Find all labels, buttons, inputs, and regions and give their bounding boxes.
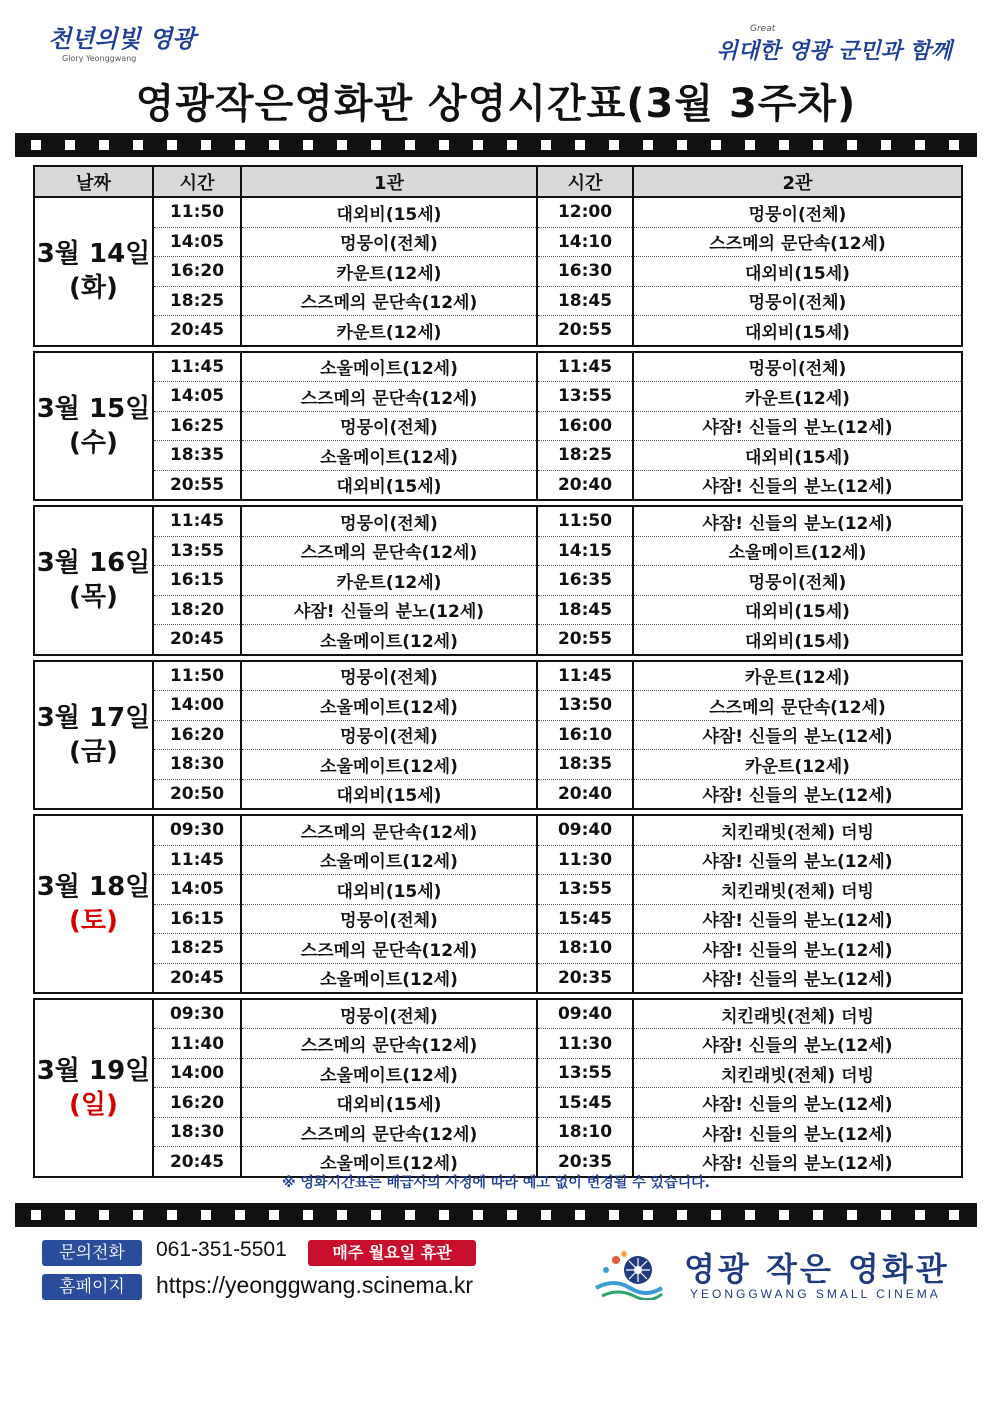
time-cell-hall2: 15:45 [537,904,633,934]
time-cell-hall2: 20:40 [537,779,633,809]
day-date: 3월 18일 [36,872,151,902]
time-cell-hall2: 11:45 [537,661,633,691]
movie-cell-hall1: 소울메이트(12세) [241,1058,537,1088]
phone-label: 문의전화 [42,1240,142,1266]
day-weekday: (수) [69,427,118,458]
time-cell-hall2: 20:55 [537,625,633,655]
time-cell-hall1: 16:15 [153,566,241,596]
day-label [34,506,153,655]
movie-cell-hall1: 소울메이트(12세) [320,970,458,991]
time-cell-hall1: 16:20 [153,257,241,287]
movie-cell-hall1: 대외비(15세) [241,1088,537,1118]
movie-cell-hall1: 멍뭉이(전체) [241,904,537,934]
time-cell-hall2: 11:50 [537,506,633,536]
left-logo [48,24,208,72]
time-cell-hall1: 20:45 [153,625,241,655]
page-title: 영광작은영화관 상영시간표(3월 3주차) [135,81,857,127]
time-cell-hall2: 18:10 [537,934,633,964]
day-date: 3월 19일 [36,1055,151,1086]
movie-cell-hall1: 멍뭉이(전체) [241,661,537,691]
time-cell-hall1: 20:55 [153,470,241,500]
time-cell-hall2: 16:35 [537,566,633,596]
film-strip-top [15,133,977,157]
time-cell-hall1: 18:35 [153,441,241,471]
time-cell-hall1: 14:05 [153,382,241,412]
movie-cell-hall1: 스즈메의 문단속(12세) [241,382,537,412]
movie-cell-hall2: 멍뭉이(전체) [633,197,962,227]
movie-cell-hall1: 스즈메의 문단속(12세) [241,1117,537,1147]
day-date: 3월 17일 [36,702,151,733]
movie-cell-hall2: 스즈메의 문단속(12세) [633,691,962,721]
movie-cell-hall1: 스즈메의 문단속(12세) [241,815,537,845]
day-label [34,815,153,993]
movie-cell-hall2: 샤잠! 신들의 분노(12세) [633,845,962,875]
table-row [34,352,962,382]
day-date: 3월 14일 [36,239,151,270]
time-cell-hall2: 18:45 [537,595,633,625]
time-cell-hall2: 18:10 [537,1117,633,1147]
header-hall1: 1관 [241,166,537,197]
table-row [34,411,962,441]
time-cell-hall1: 11:45 [153,352,241,382]
brand-name: 영광 작은 영화관 [684,1250,950,1288]
cinema-logo-icon [594,1248,664,1300]
movie-cell-hall1: 소울메이트(12세) [241,845,537,875]
movie-cell-hall2: 스즈메의 문단속(12세) [633,227,962,257]
movie-cell-hall1: 소울메이트(12세) [241,750,537,780]
brand-sub: YEONGGWANG SMALL CINEMA [690,1287,941,1301]
left-logo-sub: Glory Yeonggwang [62,54,137,63]
time-cell-hall2: 09:40 [537,815,633,845]
header-time2: 시간 [537,166,633,197]
time-cell-hall1: 16:25 [153,411,241,441]
movie-cell-hall2: 샤잠! 신들의 분노(12세) [633,720,962,750]
day-weekday: (목) [69,582,118,613]
time-cell-hall1: 11:50 [153,197,241,227]
movie-cell-hall1: 소울메이트(12세) [241,691,537,721]
time-cell-hall2: 18:35 [537,750,633,780]
day-weekday: (일) [69,1089,118,1120]
schedule-header [33,165,963,198]
table-row [34,1058,962,1088]
table-row [34,845,962,875]
movie-cell-hall2: 치킨래빗(전체) 더빙 [633,875,962,905]
table-row [34,999,962,1029]
movie-cell-hall2: 샤잠! 신들의 분노(12세) [702,477,893,498]
movie-cell-hall2: 대외비(15세) [745,631,850,652]
time-cell-hall2: 20:55 [537,316,633,346]
time-cell-hall2: 18:25 [537,441,633,471]
table-row [34,875,962,905]
table-row [34,506,962,536]
movie-cell-hall1: 소울메이트(12세) [241,352,537,382]
time-cell-hall2: 11:30 [537,1029,633,1059]
table-row [34,661,962,691]
day-block [33,998,963,1178]
table-row [34,750,962,780]
table-row [34,595,962,625]
movie-cell-hall2: 대외비(15세) [745,322,850,343]
left-logo-text: 천년의빛 영광 [48,24,196,53]
table-row [34,625,962,655]
time-cell-hall2: 20:35 [537,963,633,993]
table-row [34,382,962,412]
time-cell-hall1: 20:45 [153,316,241,346]
day-block [33,196,963,347]
movie-cell-hall1: 대외비(15세) [336,786,442,807]
table-row [34,691,962,721]
table-row [34,470,962,500]
movie-cell-hall2: 멍뭉이(전체) [633,566,962,596]
day-date: 3월 16일 [36,548,151,579]
table-row [34,197,962,227]
day-block [33,351,963,502]
header-time1: 시간 [153,166,241,197]
day-block [33,660,963,811]
time-cell-hall1: 14:00 [153,691,241,721]
table-row [34,1088,962,1118]
time-cell-hall2: 20:40 [537,470,633,500]
time-cell-hall2: 16:00 [537,411,633,441]
time-cell-hall1: 18:25 [153,286,241,316]
movie-cell-hall2: 대외비(15세) [633,595,962,625]
movie-cell-hall1: 대외비(15세) [241,875,537,905]
closed-badge: 매주 월요일 휴관 [308,1240,476,1266]
time-cell-hall2: 14:10 [537,227,633,257]
movie-cell-hall1: 카운트(12세) [241,566,537,596]
movie-cell-hall2: 카운트(12세) [633,661,962,691]
day-weekday: (토) [69,906,118,936]
schedule-notice: ※ 영화시간표는 배급사의 사정에 따라 예고 없이 변경될 수 있습니다. [282,1175,710,1191]
movie-cell-hall1: 카운트(12세) [241,257,537,287]
header-date: 날짜 [34,166,153,197]
movie-cell-hall2: 샤잠! 신들의 분노(12세) [633,934,962,964]
movie-cell-hall1: 멍뭉이(전체) [241,411,537,441]
movie-cell-hall2: 멍뭉이(전체) [633,286,962,316]
time-cell-hall1: 18:20 [153,595,241,625]
homepage-link[interactable]: https://yeonggwang.scinema.kr [156,1272,474,1298]
header-hall2: 2관 [633,166,962,197]
table-row [34,286,962,316]
movie-cell-hall1: 대외비(15세) [336,477,442,498]
movie-cell-hall1: 소울메이트(12세) [241,441,537,471]
time-cell-hall1: 16:20 [153,1088,241,1118]
movie-cell-hall2: 카운트(12세) [633,382,962,412]
movie-cell-hall1: 멍뭉이(전체) [241,999,537,1029]
table-row [34,257,962,287]
time-cell-hall1: 11:40 [153,1029,241,1059]
time-cell-hall2: 12:00 [537,197,633,227]
day-weekday: (화) [69,273,118,304]
time-cell-hall2: 15:45 [537,1088,633,1118]
time-cell-hall1: 11:50 [153,661,241,691]
phone-number[interactable]: 061-351-5501 [156,1238,287,1261]
movie-cell-hall1: 멍뭉이(전체) [241,506,537,536]
right-logo-text: 위대한 영광 군민과 함께 [716,38,952,64]
movie-cell-hall2: 대외비(15세) [633,441,962,471]
time-cell-hall2: 09:40 [537,999,633,1029]
time-cell-hall1: 18:25 [153,934,241,964]
movie-cell-hall2: 샤잠! 신들의 분노(12세) [633,1117,962,1147]
table-row [34,963,962,993]
table-row [34,815,962,845]
movie-cell-hall2: 치킨래빗(전체) 더빙 [633,999,962,1029]
table-row [34,316,962,346]
movie-cell-hall2: 대외비(15세) [633,257,962,287]
movie-cell-hall2: 치킨래빗(전체) 더빙 [633,1058,962,1088]
movie-cell-hall1: 스즈메의 문단속(12세) [241,934,537,964]
time-cell-hall2: 16:30 [537,257,633,287]
time-cell-hall2: 18:45 [537,286,633,316]
movie-cell-hall2: 샤잠! 신들의 분노(12세) [702,970,893,991]
movie-cell-hall2: 샤잠! 신들의 분노(12세) [633,1088,962,1118]
time-cell-hall1: 18:30 [153,1117,241,1147]
movie-cell-hall2: 소울메이트(12세) [633,536,962,566]
day-weekday: (금) [69,736,118,767]
right-logo [716,22,952,66]
time-cell-hall1: 11:45 [153,845,241,875]
time-cell-hall1: 16:15 [153,904,241,934]
time-cell-hall1: 13:55 [153,536,241,566]
time-cell-hall2: 13:55 [537,1058,633,1088]
table-row [34,441,962,471]
table-row [34,536,962,566]
movie-cell-hall1: 소울메이트(12세) [320,631,458,652]
film-strip-bottom [15,1203,977,1227]
day-label [34,352,153,501]
homepage-label: 홈페이지 [42,1274,142,1300]
movie-cell-hall2: 샤잠! 신들의 분노(12세) [702,1154,893,1175]
movie-cell-hall1: 대외비(15세) [241,197,537,227]
movie-cell-hall1: 스즈메의 문단속(12세) [241,286,537,316]
day-label [34,197,153,346]
time-cell-hall1: 20:45 [153,1147,241,1177]
time-cell-hall1: 14:05 [153,227,241,257]
movie-cell-hall1: 카운트(12세) [336,322,442,343]
movie-cell-hall2: 샤잠! 신들의 분노(12세) [633,1029,962,1059]
table-row [34,720,962,750]
table-row [34,779,962,809]
day-label [34,999,153,1177]
time-cell-hall1: 20:45 [153,963,241,993]
movie-cell-hall2: 샤잠! 신들의 분노(12세) [702,786,893,807]
table-row [34,227,962,257]
movie-cell-hall1: 소울메이트(12세) [320,1154,458,1175]
time-cell-hall1: 20:50 [153,779,241,809]
movie-cell-hall2: 샤잠! 신들의 분노(12세) [633,411,962,441]
time-cell-hall1: 09:30 [153,999,241,1029]
movie-cell-hall2: 샤잠! 신들의 분노(12세) [633,506,962,536]
table-row [34,904,962,934]
day-date: 3월 15일 [36,393,151,424]
time-cell-hall1: 16:20 [153,720,241,750]
time-cell-hall2: 11:30 [537,845,633,875]
time-cell-hall1: 18:30 [153,750,241,780]
movie-cell-hall1: 멍뭉이(전체) [241,227,537,257]
day-label [34,661,153,810]
time-cell-hall2: 13:50 [537,691,633,721]
day-block [33,814,963,994]
time-cell-hall1: 14:05 [153,875,241,905]
day-block [33,505,963,656]
movie-cell-hall2: 멍뭉이(전체) [633,352,962,382]
movie-cell-hall1: 스즈메의 문단속(12세) [241,1029,537,1059]
movie-cell-hall1: 멍뭉이(전체) [241,720,537,750]
time-cell-hall2: 13:55 [537,875,633,905]
time-cell-hall1: 11:45 [153,506,241,536]
table-row [34,566,962,596]
movie-cell-hall2: 카운트(12세) [633,750,962,780]
table-row [34,1117,962,1147]
time-cell-hall1: 09:30 [153,815,241,845]
table-row [34,1029,962,1059]
time-cell-hall2: 11:45 [537,352,633,382]
right-logo-small: Great [750,24,776,34]
time-cell-hall2: 16:10 [537,720,633,750]
time-cell-hall2: 13:55 [537,382,633,412]
movie-cell-hall2: 샤잠! 신들의 분노(12세) [633,904,962,934]
time-cell-hall2: 14:15 [537,536,633,566]
movie-cell-hall2: 치킨래빗(전체) 더빙 [633,815,962,845]
movie-cell-hall1: 샤잠! 신들의 분노(12세) [241,595,537,625]
time-cell-hall2: 20:35 [537,1147,633,1177]
table-row [34,934,962,964]
movie-cell-hall1: 스즈메의 문단속(12세) [241,536,537,566]
time-cell-hall1: 14:00 [153,1058,241,1088]
